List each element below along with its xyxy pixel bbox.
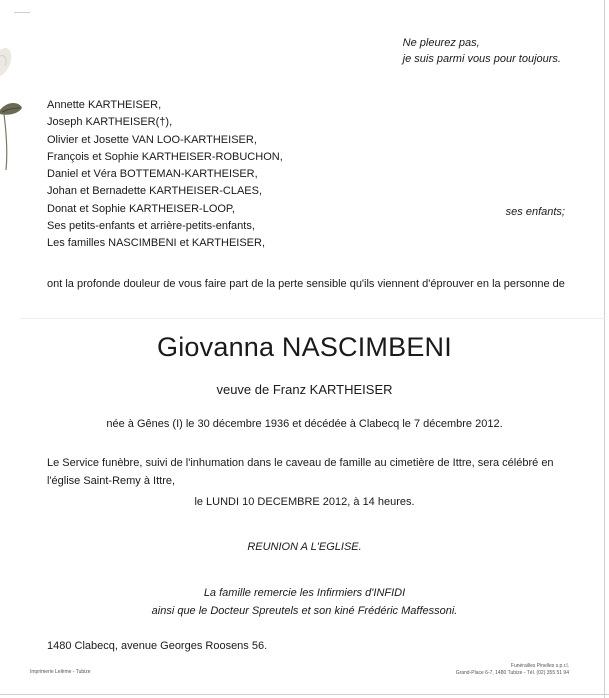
deceased-name: Giovanna NASCIMBENI <box>157 332 452 362</box>
bottom-border-line <box>0 694 609 695</box>
reunion-notice: REUNION A L'EGLISE. <box>247 541 362 553</box>
family-name: François et Sophie KARTHEISER-ROBUCHON, <box>47 150 283 163</box>
thanks-line-1: La famille remercie les Infirmiers d'INFIDI <box>203 587 406 599</box>
family-address: 1480 Clabecq, avenue Georges Roosens 56. <box>47 640 268 652</box>
family-name: Johan et Bernadette KARTHEISER-CLAES, <box>47 185 263 198</box>
family-name: Les familles NASCIMBENI et KARTHEISER, <box>47 237 266 250</box>
rose-icon <box>0 30 30 170</box>
family-name: Annette KARTHEISER, <box>47 99 162 111</box>
service-text: Le Service funèbre, suivi de l'inhumation dans le caveau de famille au cimetière de Ittre, sera célébré en l'église Saint-Remy à Ittre, <box>47 457 554 487</box>
thanks-block <box>0 584 609 620</box>
top-border-line <box>14 12 30 13</box>
family-name: Olivier et Josette VAN LOO-KARTHEISER, <box>47 133 257 146</box>
announcement-text: ont la profonde douleur de vous faire part de la perte sensible qu'ils viennent d'éprouver en la personne de <box>47 278 565 290</box>
family-name: Daniel et Véra BOTTEMAN-KARTHEISER, <box>47 168 258 181</box>
epitaph-line-2: je suis parmi vous pour toujours. <box>402 53 561 65</box>
widow-of-line: veuve de Franz KARTHEISER <box>216 382 393 397</box>
epitaph-line-1: Ne pleurez pas, <box>402 37 480 49</box>
funeral-home-credit <box>456 663 569 677</box>
family-names-list <box>47 97 283 253</box>
family-name: Ses petits-enfants et arrière-petits-enfants, <box>47 220 255 233</box>
relation-label: ses enfants; <box>505 206 565 218</box>
family-name: Joseph KARTHEISER(†), <box>47 116 173 129</box>
birth-death-line: née à Gênes (I) le 30 décembre 1936 et décédée à Clabecq le 7 décembre 2012. <box>106 418 503 430</box>
funeral-home-address: Grand-Place 6-7, 1480 Tubize - Tél. (02) 355 51 94 <box>455 670 569 676</box>
family-name: Donat et Sophie KARTHEISER-LOOP, <box>47 202 235 215</box>
printer-credit: Imprimerie Lelème - Tubize <box>30 669 91 675</box>
thanks-line-2: ainsi que le Docteur Spreutels et son kiné Frédéric Maffessoni. <box>151 605 458 617</box>
epitaph-quote <box>403 35 561 67</box>
service-date: le LUNDI 10 DECEMBRE 2012, à 14 heures. <box>194 496 415 508</box>
fold-line <box>20 318 605 319</box>
funeral-home-name: Funérailles Pinelles s.p.r.l. <box>510 663 569 669</box>
